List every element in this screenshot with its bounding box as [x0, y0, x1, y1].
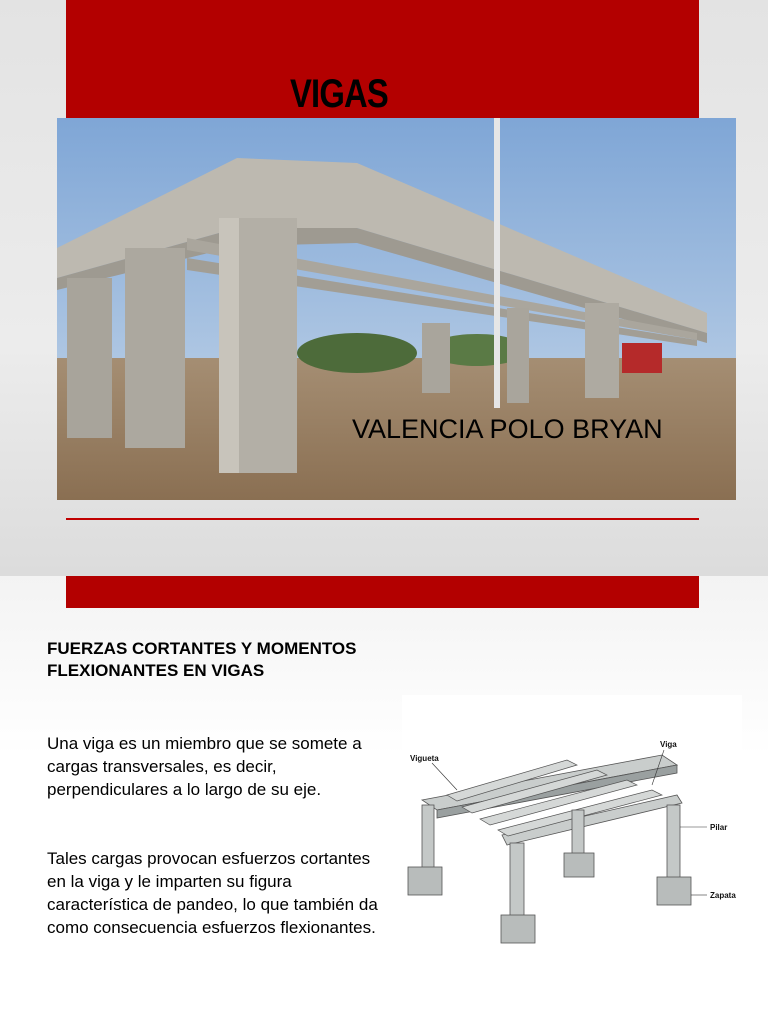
paragraph-effects: Tales cargas provocan esfuerzos cortantes en la viga y le imparten su figura característica de pandeo, lo que también da como consecuencia esfuerzos flexionantes. [47, 849, 378, 937]
label-vigueta: Vigueta [410, 754, 439, 763]
slide-title-text: VIGAS [290, 72, 388, 116]
paragraph-definition: Una viga es un miembro que se somete a cargas transversales, es decir, perpendiculares a lo largo de su eje. [47, 734, 362, 799]
content-red-band [66, 576, 699, 608]
section-heading: FUERZAS CORTANTES Y MOMENTOS FLEXIONANTES EN VIGAS [47, 639, 357, 680]
label-viga: Viga [660, 740, 677, 749]
label-pilar: Pilar [710, 823, 728, 832]
divider-rule [66, 518, 699, 520]
slide-content [0, 576, 768, 1024]
author-name: VALENCIA POLO BRYAN [352, 414, 663, 444]
beam-structure-diagram [402, 695, 742, 980]
label-zapata: Zapata [710, 891, 736, 900]
